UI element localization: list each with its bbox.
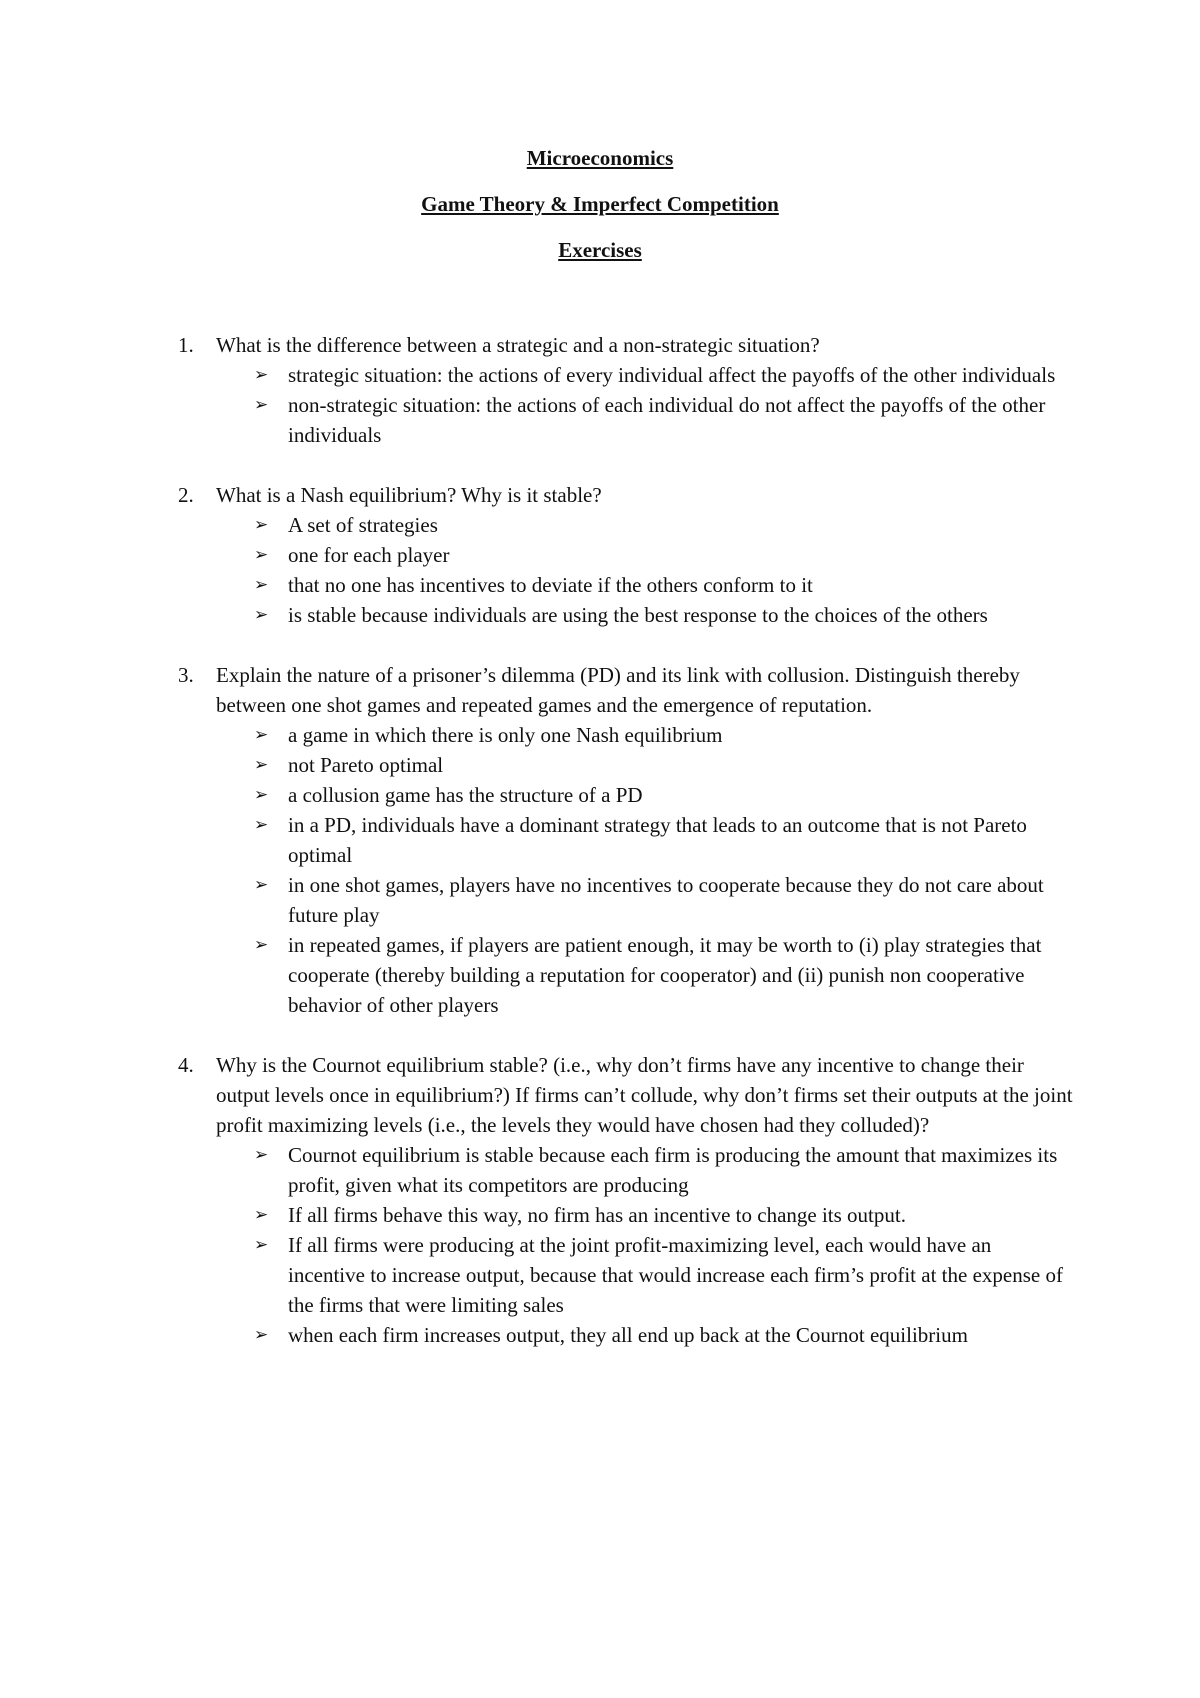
question-number: 2. bbox=[178, 483, 194, 507]
answer-item bbox=[254, 1140, 1068, 1200]
arrowhead-bullet-icon: ➢ bbox=[254, 725, 269, 745]
question-number: 4. bbox=[178, 1053, 194, 1077]
answer-text: If all firms behave this way, no firm has an incentive to change its output. bbox=[288, 1203, 906, 1227]
question-2 bbox=[0, 480, 1200, 630]
arrowhead-bullet-icon: ➢ bbox=[254, 1205, 269, 1225]
answer-item bbox=[254, 930, 1068, 1020]
answer-item bbox=[254, 750, 1068, 780]
answer-text: in one shot games, players have no incentives to cooperate because they do not care about future play bbox=[288, 873, 1044, 927]
answer-item bbox=[254, 810, 1068, 870]
arrowhead-bullet-icon: ➢ bbox=[254, 785, 269, 805]
answer-text: If all firms were producing at the joint profit-maximizing level, each would have an incentive to increase output, because that would increase each firm’s profit at the expense of the firms that were limiting sales bbox=[288, 1233, 1063, 1317]
arrowhead-bullet-icon: ➢ bbox=[254, 935, 269, 955]
question-list bbox=[0, 330, 1200, 1380]
arrowhead-bullet-icon: ➢ bbox=[254, 575, 269, 595]
arrowhead-bullet-icon: ➢ bbox=[254, 755, 269, 775]
question-text: Why is the Cournot equilibrium stable? (i.e., why don’t firms have any incentive to change their output levels once in equilibrium?) If firms can’t collude, why don’t firms set their outputs at the joint profit maximizing levels (i.e., the levels they would have chosen had they colluded)? bbox=[216, 1053, 1073, 1137]
document-subtitle: Game Theory & Imperfect Competition bbox=[421, 192, 779, 216]
answer-item bbox=[254, 780, 1068, 810]
arrowhead-bullet-icon: ➢ bbox=[254, 605, 269, 625]
arrowhead-bullet-icon: ➢ bbox=[254, 515, 269, 535]
answer-list bbox=[0, 1140, 1200, 1350]
answer-text: a collusion game has the structure of a PD bbox=[288, 783, 643, 807]
arrowhead-bullet-icon: ➢ bbox=[254, 545, 269, 565]
answer-text: non-strategic situation: the actions of each individual do not affect the payoffs of the other individuals bbox=[288, 393, 1046, 447]
answer-list bbox=[0, 360, 1200, 450]
arrowhead-bullet-icon: ➢ bbox=[254, 1325, 269, 1345]
answer-item bbox=[254, 870, 1068, 930]
question-1 bbox=[0, 330, 1200, 450]
answer-text: that no one has incentives to deviate if the others conform to it bbox=[288, 573, 813, 597]
question-text: What is a Nash equilibrium? Why is it stable? bbox=[216, 483, 602, 507]
answer-text: Cournot equilibrium is stable because each firm is producing the amount that maximizes its profit, given what its competitors are producing bbox=[288, 1143, 1058, 1197]
arrowhead-bullet-icon: ➢ bbox=[254, 875, 269, 895]
answer-list bbox=[0, 510, 1200, 630]
arrowhead-bullet-icon: ➢ bbox=[254, 395, 269, 415]
answer-text: a game in which there is only one Nash equilibrium bbox=[288, 723, 723, 747]
arrowhead-bullet-icon: ➢ bbox=[254, 365, 269, 385]
answer-text: when each firm increases output, they all end up back at the Cournot equilibrium bbox=[288, 1323, 968, 1347]
section-heading: Exercises bbox=[558, 238, 642, 262]
question-number: 1. bbox=[178, 333, 194, 357]
answer-text: not Pareto optimal bbox=[288, 753, 444, 777]
document-title: Microeconomics bbox=[526, 146, 674, 170]
answer-item bbox=[254, 540, 1068, 570]
answer-item bbox=[254, 720, 1068, 750]
answer-item bbox=[254, 1320, 1068, 1350]
answer-text: strategic situation: the actions of every individual affect the payoffs of the other individuals bbox=[288, 363, 1056, 387]
arrowhead-bullet-icon: ➢ bbox=[254, 1145, 269, 1165]
answer-text: is stable because individuals are using the best response to the choices of the others bbox=[288, 603, 988, 627]
answer-item bbox=[254, 600, 1068, 630]
question-text: What is the difference between a strategic and a non-strategic situation? bbox=[216, 333, 820, 357]
answer-text: one for each player bbox=[288, 543, 450, 567]
answer-item bbox=[254, 1230, 1068, 1320]
question-3 bbox=[0, 660, 1200, 1020]
answer-item bbox=[254, 1200, 1068, 1230]
question-number: 3. bbox=[178, 663, 194, 687]
answer-text: in a PD, individuals have a dominant strategy that leads to an outcome that is not Pareto optimal bbox=[288, 813, 1027, 867]
answer-text: in repeated games, if players are patient enough, it may be worth to (i) play strategies that cooperate (thereby building a reputation for cooperator) and (ii) punish non cooperative behavior of other players bbox=[288, 933, 1042, 1017]
answer-text: A set of strategies bbox=[288, 513, 438, 537]
answer-item bbox=[254, 360, 1068, 390]
arrowhead-bullet-icon: ➢ bbox=[254, 815, 269, 835]
answer-item bbox=[254, 390, 1068, 450]
answer-list bbox=[0, 720, 1200, 1020]
answer-item bbox=[254, 510, 1068, 540]
question-4 bbox=[0, 1050, 1200, 1350]
question-text: Explain the nature of a prisoner’s dilemma (PD) and its link with collusion. Distinguish thereby between one shot games and repeated games and the emergence of reputation. bbox=[216, 663, 1020, 717]
arrowhead-bullet-icon: ➢ bbox=[254, 1235, 269, 1255]
answer-item bbox=[254, 570, 1068, 600]
